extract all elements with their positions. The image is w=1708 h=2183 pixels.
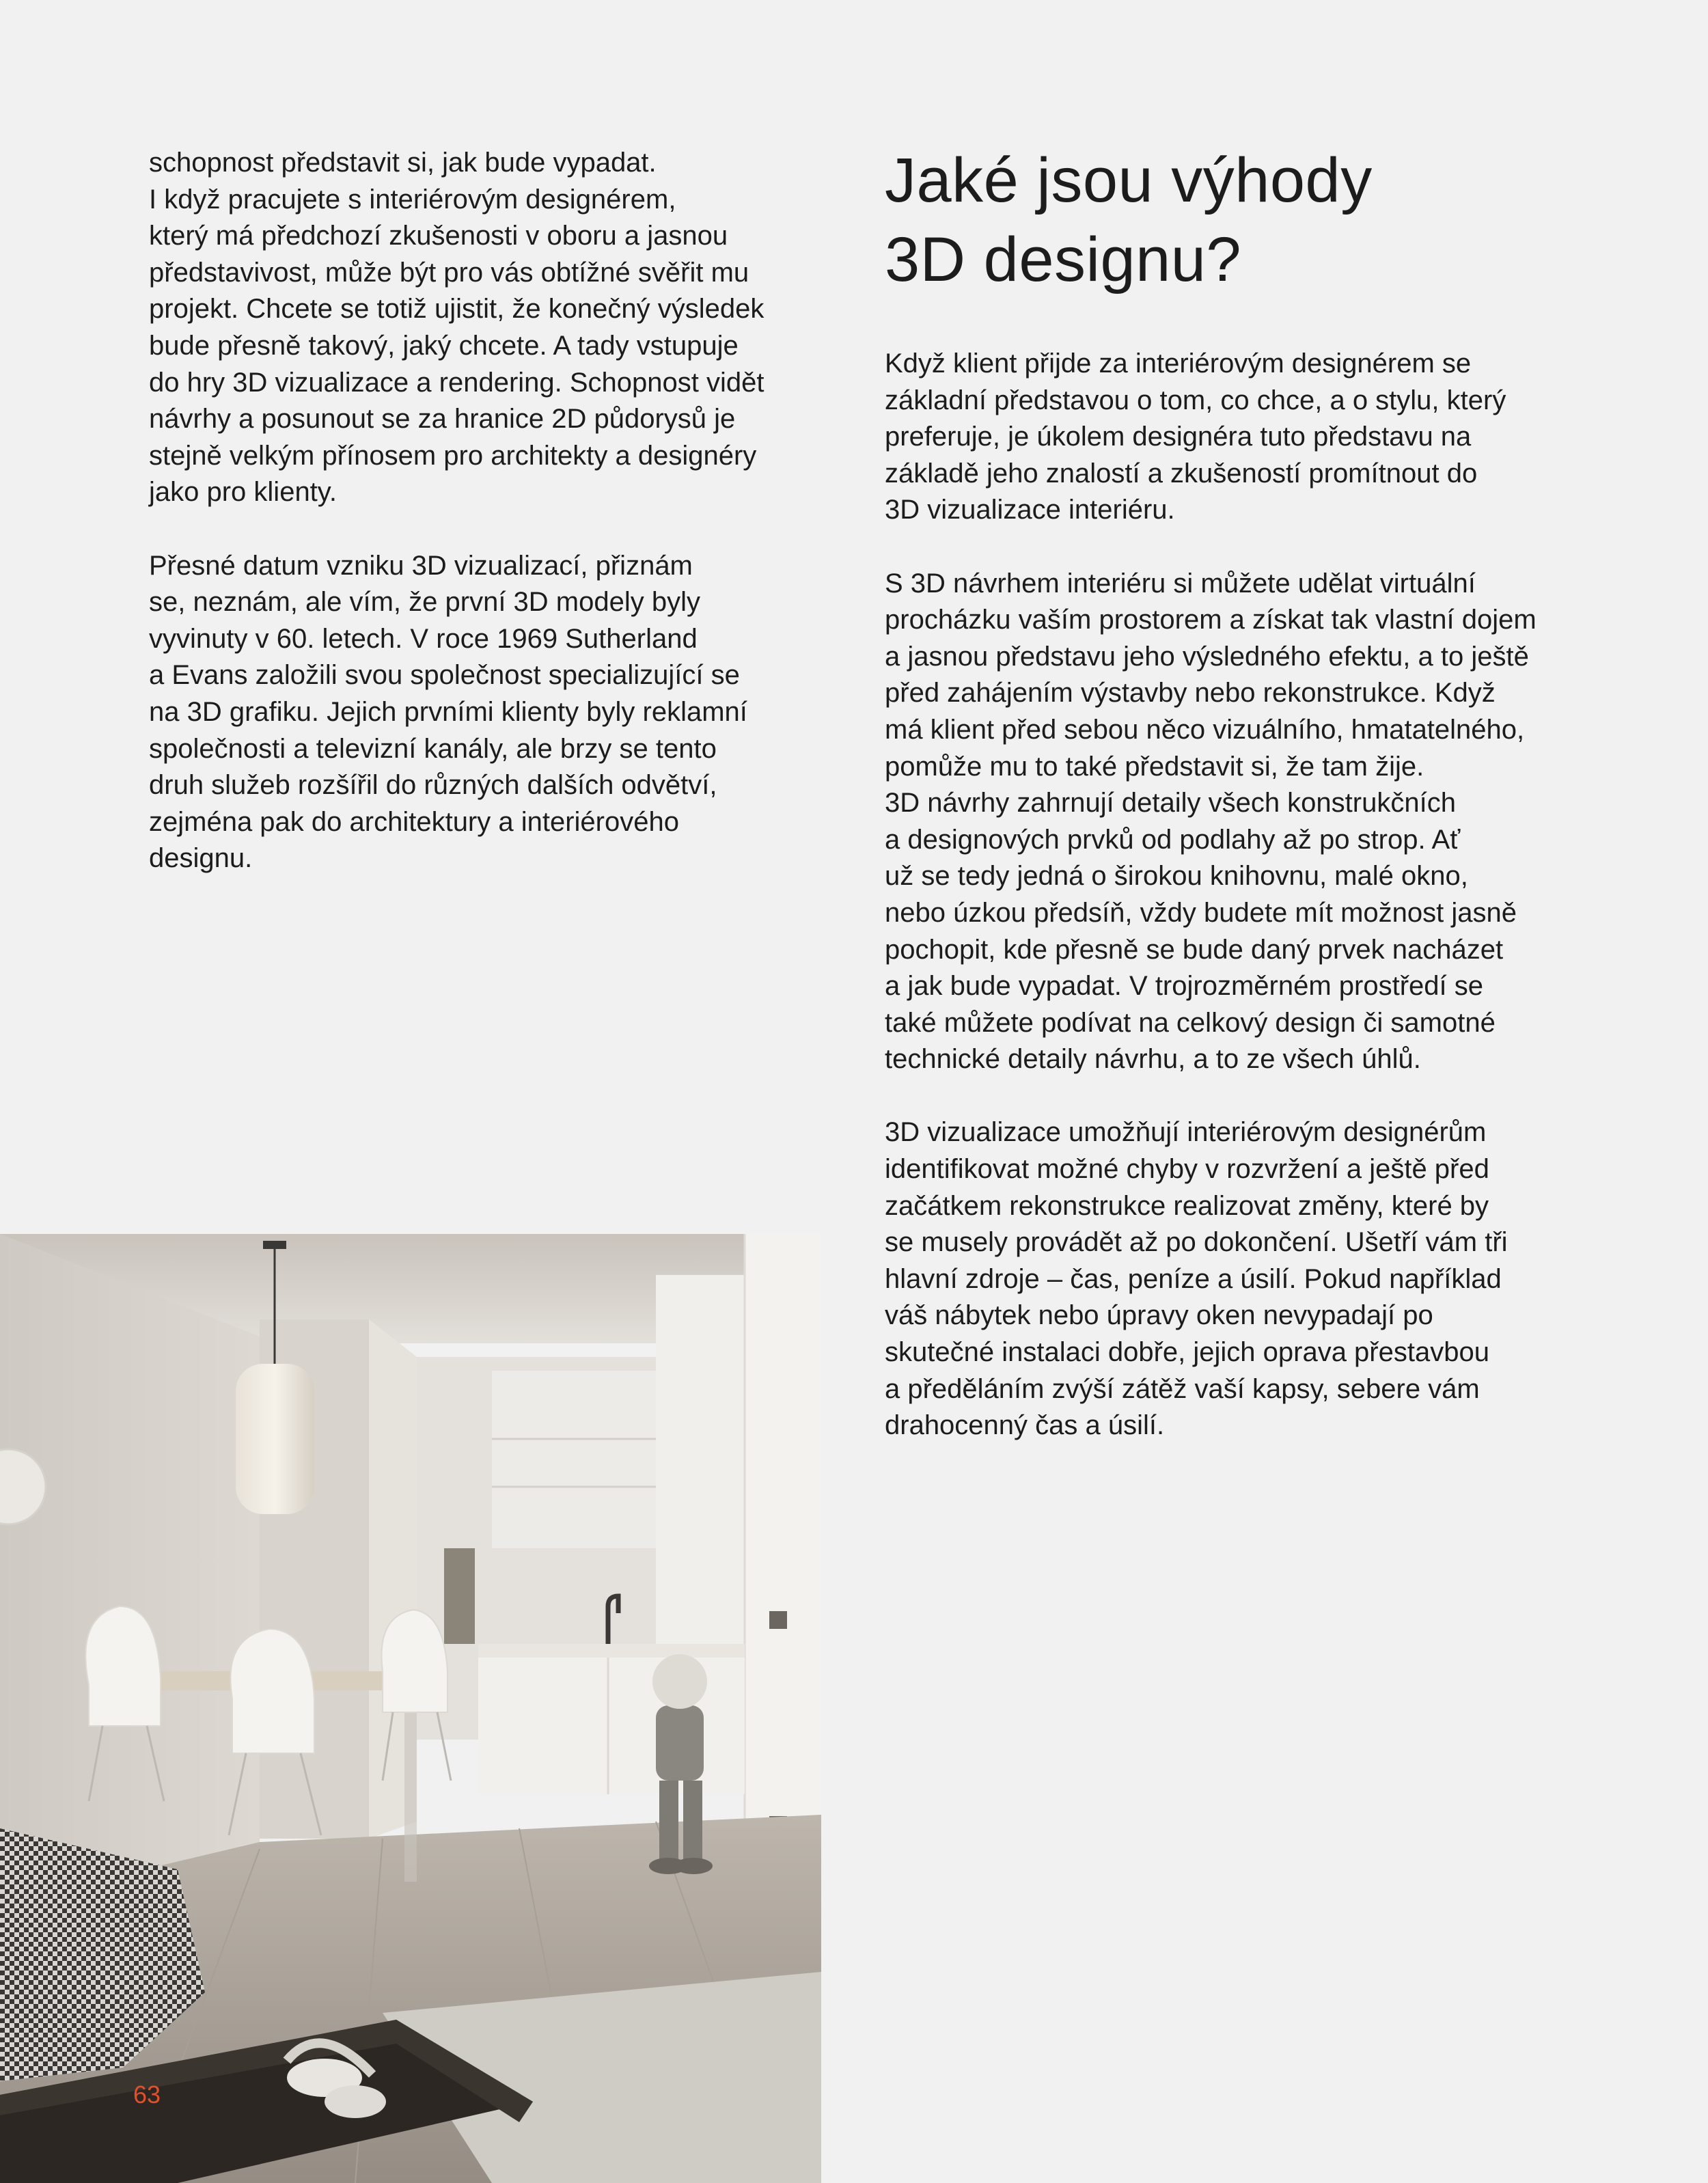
right-text-column [885, 141, 1582, 1481]
body-paragraph: Když klient přijde za interiérovým designérem se základní představou o tom, co chce, a o stylu, který preferuje, je úkolem designéra tuto představu na základě jeho znalostí a zkušeností promítnout do 3D vizualizace interiéru. [885, 348, 1506, 525]
body-paragraph: Přesné datum vzniku 3D vizualizací, přiznám se, neznám, ale vím, že první 3D modely byly vyvinuty v 60. letech. V roce 1969 Sutherland a Evans založili svou společnost specializující se na 3D grafiku. Jejich prvními klienty byly reklamní společnosti a televizní kanály, ale brzy se tento druh služeb rozšířil do různých dalších odvětví, zejména pak do architektury a interiérového designu. [149, 550, 747, 874]
left-text-column [149, 145, 818, 914]
body-paragraph: S 3D návrhem interiéru si můžete udělat virtuální procházku vaším prostorem a získat tak vlastní dojem a jasnou představu jeho výsledného efektu, a to ještě před zahájením výstavby nebo rekonstrukce. Když má klient před sebou něco vizuálního, hmatatelného, pomůže mu to také představit si, že tam žije. 3D návrhy zahrnují detaily všech konstrukčních a designových prvků od podlahy až po strop. Ať už se tedy jedná o širokou knihovnu, malé okno, nebo úzkou předsíň, vždy budete mít možnost jasně pochopit, kde přesně se bude daný prvek nacházet a jak bude vypadat. V trojrozměrném prostředí se také můžete podívat na celkový design či samotné technické detaily návrhu, a to ze všech úhlů. [885, 568, 1537, 1075]
interior-render-photo [0, 1234, 821, 2183]
page-number: 63 [133, 2081, 161, 2109]
section-heading: Jaké jsou výhody 3D designu? [885, 146, 1373, 294]
body-paragraph: 3D vizualizace umožňují interiérovým designérům identifikovat možné chyby v rozvržení a ještě před začátkem rekonstrukce realizovat změny, které by se musely provádět až po dokončení. Ušetří vám tři hlavní zdroje – čas, peníze a úsilí. Pokud například váš nábytek nebo úpravy oken nevypadají po skutečné instalaci dobře, jejich oprava přestavbou a předěláním zvýší zátěž vaší kapsy, sebere vám drahocenný čas a úsilí. [885, 1117, 1508, 1441]
body-paragraph: schopnost představit si, jak bude vypadat. I když pracujete s interiérovým designérem, který má předchozí zkušenosti v oboru a jasnou představivost, může být pro vás obtížné svěřit mu projekt. Chcete se totiž ujistit, že konečný výsledek bude přesně takový, jaký chcete. A tady vstupuje do hry 3D vizualizace a rendering. Schopnost vidět návrhy a posunout se za hranice 2D půdorysů je stejně velkým přínosem pro architekty a designéry jako pro klienty. [149, 148, 765, 508]
